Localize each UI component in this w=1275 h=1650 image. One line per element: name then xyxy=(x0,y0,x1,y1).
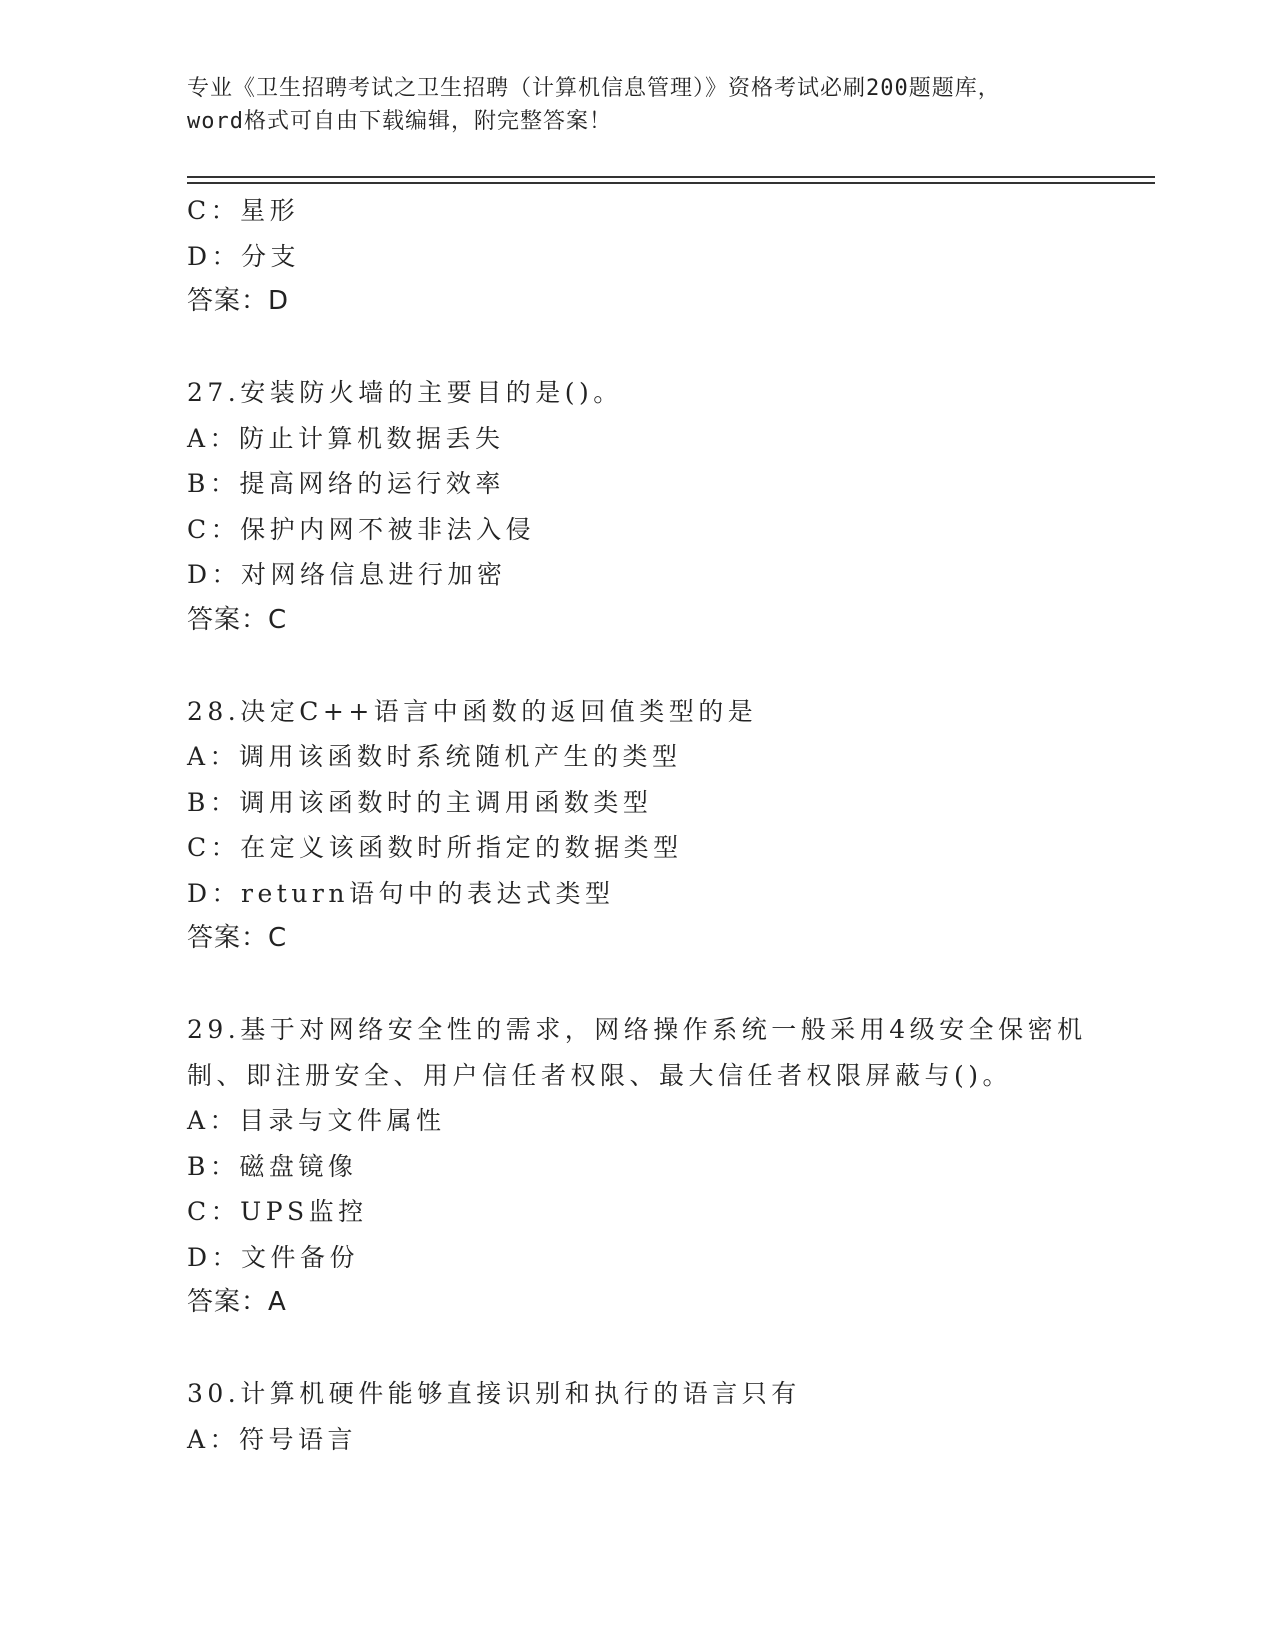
header-title-line-1: 专业《卫生招聘考试之卫生招聘（计算机信息管理）》资格考试必刷200题题库， xyxy=(187,76,1001,101)
header-title-line-2: word格式可自由下载编辑，附完整答案！ xyxy=(187,109,612,134)
question-30 xyxy=(187,1371,1087,1462)
option-b: B：提高网络的运行效率 xyxy=(187,469,505,498)
question-27 xyxy=(187,370,1087,643)
option-d: D：分支 xyxy=(187,241,301,271)
option-a: A：符号语言 xyxy=(187,1424,358,1454)
option-c: C：在定义该函数时所指定的数据类型 xyxy=(187,833,683,862)
answer-label: 答案： xyxy=(187,1287,269,1317)
question-stem: 30.计算机硬件能够直接识别和执行的语言只有 xyxy=(187,1379,801,1408)
answer-label: 答案： xyxy=(187,286,269,316)
question-stem-line-2: 制、即注册安全、用户信任者权限、最大信任者权限屏蔽与()。 xyxy=(187,1060,1013,1090)
question-stem: 28.决定C++语言中函数的返回值类型的是 xyxy=(187,696,758,726)
option-a: A：目录与文件属性 xyxy=(187,1106,446,1135)
header-rule-top xyxy=(187,176,1155,178)
spacer xyxy=(187,643,1087,689)
option-b: B：调用该函数时的主调用函数类型 xyxy=(187,787,653,817)
question-26-continuation xyxy=(187,188,1087,325)
option-a: A：防止计算机数据丢失 xyxy=(187,423,505,453)
answer-value: A xyxy=(268,1287,287,1317)
question-29 xyxy=(187,1007,1087,1326)
option-d: D：return语句中的表达式类型 xyxy=(187,878,615,908)
question-stem-line-1: 29.基于对网络安全性的需求，网络操作系统一般采用4级安全保密机 xyxy=(187,1015,1087,1044)
spacer xyxy=(187,325,1087,371)
spacer xyxy=(187,1326,1087,1372)
answer-value: C xyxy=(268,604,288,635)
answer-label: 答案： xyxy=(187,604,269,635)
header-rule-bottom xyxy=(187,182,1155,184)
option-c: C：UPS监控 xyxy=(187,1197,368,1226)
option-c: C：星形 xyxy=(187,196,300,225)
spacer xyxy=(187,962,1087,1008)
option-d: D：文件备份 xyxy=(187,1242,360,1272)
question-stem: 27.安装防火墙的主要目的是()。 xyxy=(187,378,623,407)
answer-value: D xyxy=(268,286,290,316)
question-28 xyxy=(187,689,1087,962)
answer-value: C xyxy=(268,923,288,953)
answer-label: 答案： xyxy=(187,923,269,953)
answer-line xyxy=(187,916,1087,962)
option-d: D：对网络信息进行加密 xyxy=(187,560,507,589)
option-a: A：调用该函数时系统随机产生的类型 xyxy=(187,742,682,771)
option-c: C：保护内网不被非法入侵 xyxy=(187,514,536,544)
option-b: B：磁盘镜像 xyxy=(187,1151,358,1181)
question-list xyxy=(187,188,1087,1462)
document-header xyxy=(187,72,1087,138)
answer-line xyxy=(187,598,1087,644)
answer-line xyxy=(187,279,1087,325)
answer-line xyxy=(187,1280,1087,1326)
